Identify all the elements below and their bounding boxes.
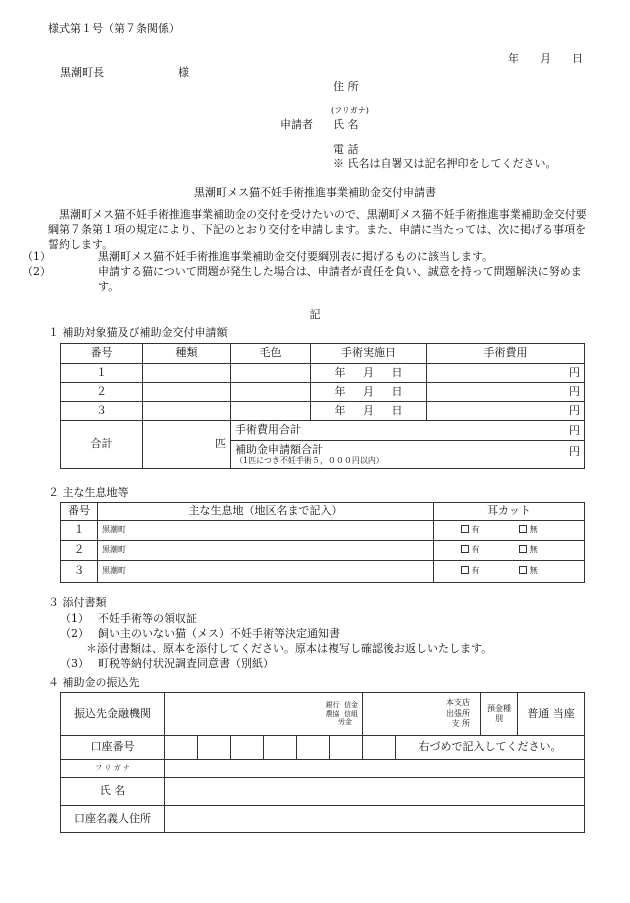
date-day-label: 日 bbox=[572, 52, 583, 65]
subsidy-total-cell[interactable] bbox=[231, 441, 585, 469]
furigana-field[interactable] bbox=[165, 760, 585, 778]
attachment-number: （2） bbox=[60, 626, 89, 640]
color-cell[interactable] bbox=[231, 364, 311, 383]
table-row bbox=[61, 521, 585, 541]
addressee-honorific: 様 bbox=[178, 66, 189, 79]
surgery-cost-cell[interactable] bbox=[427, 383, 585, 402]
document-title: 黒潮町メス猫不妊手術推進事業補助金交付申請書 bbox=[194, 186, 436, 199]
account-digit-cell[interactable] bbox=[330, 736, 363, 760]
habitat-town: 黒潮町 bbox=[102, 545, 126, 555]
attachment-number: （3） bbox=[60, 656, 89, 670]
account-digit-cell[interactable] bbox=[363, 736, 396, 760]
yen-label: 円 bbox=[569, 445, 580, 458]
date-year-label: 年 bbox=[508, 52, 519, 65]
signature-note: ※ 氏名は自署又は記名押印をしてください。 bbox=[333, 157, 557, 170]
subsidy-limit-note: （1匹につき不妊手術５，０００円以内） bbox=[235, 456, 384, 466]
table-row bbox=[61, 383, 585, 402]
ear-cut-yes-label: 有 bbox=[471, 566, 480, 576]
holder-name-label: 氏 名 bbox=[61, 778, 165, 806]
ear-cut-yes-label: 有 bbox=[471, 525, 480, 535]
color-cell[interactable] bbox=[231, 383, 311, 402]
header-ear-cut: 耳カット bbox=[434, 503, 585, 521]
account-digit-cell[interactable] bbox=[297, 736, 330, 760]
ear-cut-no-checkbox[interactable] bbox=[519, 566, 527, 574]
color-cell[interactable] bbox=[231, 402, 311, 421]
total-count-cell[interactable] bbox=[143, 421, 231, 469]
surgery-total-label: 手術費用合計 bbox=[235, 423, 301, 437]
holder-address-field[interactable] bbox=[165, 806, 585, 833]
pledge-text: 申請する猫について問題が発生した場合は、申請者が責任を負い、誠意を持って問題解決に努めます。 bbox=[98, 264, 582, 293]
year-label: 年 bbox=[334, 403, 346, 417]
total-row bbox=[61, 421, 585, 441]
bank-type-bank: 銀行 bbox=[325, 700, 340, 709]
total-label: 合計 bbox=[61, 421, 143, 469]
attachment-item bbox=[60, 627, 588, 642]
bank-transfer-table bbox=[60, 692, 585, 833]
surgery-date-cell[interactable] bbox=[311, 383, 427, 402]
habitat-town: 黒潮町 bbox=[102, 525, 126, 535]
yen-label: 円 bbox=[569, 424, 580, 437]
ear-cut-yes-checkbox[interactable] bbox=[461, 545, 469, 553]
header-number: 番号 bbox=[61, 344, 143, 364]
surgery-cost-cell[interactable] bbox=[427, 364, 585, 383]
row-number: ３ bbox=[61, 402, 143, 421]
header-surgery-date: 手術実施日 bbox=[311, 344, 427, 364]
furigana-label: フ リ ガ ナ bbox=[61, 760, 165, 778]
pledge-text: 黒潮町メス猫不妊手術推進事業補助金交付要綱別表に掲げるものに該当します。 bbox=[98, 250, 494, 263]
bank-type-rokin: 労金 bbox=[338, 718, 353, 727]
holder-name-row bbox=[61, 778, 585, 806]
yen-label: 円 bbox=[569, 365, 580, 379]
account-number-note: 右づめで記入してください。 bbox=[396, 736, 585, 760]
deposit-type-options[interactable]: 普通 当座 bbox=[518, 693, 585, 736]
attachment-text: 不妊手術等の領収証 bbox=[98, 612, 197, 625]
section2-heading: ２ 主な生息地等 bbox=[48, 486, 129, 499]
ear-cut-no-label: 無 bbox=[529, 545, 538, 555]
table-row bbox=[61, 364, 585, 383]
month-label: 月 bbox=[363, 365, 374, 379]
day-label: 日 bbox=[391, 365, 403, 379]
habitat-cell[interactable] bbox=[98, 541, 434, 561]
year-label: 年 bbox=[334, 384, 346, 398]
month-label: 月 bbox=[363, 403, 374, 417]
attachment-text: 町税等納付状況調査同意書（別紙） bbox=[98, 656, 274, 670]
phone-label: 電 話 bbox=[333, 143, 359, 156]
account-number-label: 口座番号 bbox=[61, 736, 165, 760]
row-number: １ bbox=[61, 364, 143, 383]
branch-name-cell[interactable] bbox=[363, 693, 481, 736]
header-surgery-cost: 手術費用 bbox=[427, 344, 585, 364]
table-header-row bbox=[61, 503, 585, 521]
pledge-number: （2） bbox=[22, 264, 51, 278]
ear-cut-no-label: 無 bbox=[529, 525, 538, 535]
header-color: 毛色 bbox=[231, 344, 311, 364]
surgery-total-cell[interactable] bbox=[231, 421, 585, 441]
row-number: ３ bbox=[61, 561, 98, 583]
account-digit-cell[interactable] bbox=[198, 736, 231, 760]
intro-paragraph: 黒潮町メス猫不妊手術推進事業補助金の交付を受けたいので、黒潮町メス猫不妊手術推進事業補助金交付要綱第７条第１項の規定により、下記のとおり交付を申請します。また、申請に当たっては、次に掲げる事項を誓約します。 bbox=[48, 208, 587, 251]
yen-label: 円 bbox=[569, 384, 580, 398]
ear-cut-yes-checkbox[interactable] bbox=[461, 525, 469, 533]
holder-name-field[interactable] bbox=[165, 778, 585, 806]
bank-type-shinkumi: 信組 bbox=[344, 709, 359, 718]
applicant-label: 申請者 bbox=[280, 118, 313, 131]
surgery-date-cell[interactable] bbox=[311, 402, 427, 421]
day-label: 日 bbox=[391, 403, 403, 417]
bank-type-line bbox=[169, 710, 358, 719]
attachment-item bbox=[60, 657, 588, 672]
pledge-item bbox=[22, 264, 588, 295]
habitat-cell[interactable] bbox=[98, 561, 434, 583]
ki-label: 記 bbox=[309, 308, 321, 321]
date-line bbox=[508, 52, 583, 67]
address-label: 住 所 bbox=[333, 80, 359, 93]
ear-cut-no-label: 無 bbox=[529, 566, 538, 576]
holder-address-label: 口座名義人住所 bbox=[61, 806, 165, 833]
attachment-number: （1） bbox=[60, 612, 89, 625]
ear-cut-cell bbox=[434, 561, 585, 583]
account-digit-cell[interactable] bbox=[264, 736, 297, 760]
furigana-label: (フリガナ) bbox=[331, 106, 369, 115]
attachment-note bbox=[60, 642, 588, 657]
date-month-label: 月 bbox=[540, 52, 551, 65]
attachment-list bbox=[60, 612, 588, 671]
row-number: ２ bbox=[61, 541, 98, 561]
habitat-town: 黒潮町 bbox=[102, 566, 126, 576]
breed-cell[interactable] bbox=[143, 364, 231, 383]
attachment-item bbox=[60, 612, 588, 627]
bank-type-nokyo: 農協 bbox=[325, 709, 340, 718]
habitat-table bbox=[60, 502, 585, 583]
ear-cut-yes-label: 有 bbox=[471, 545, 480, 555]
yen-label: 円 bbox=[569, 403, 580, 417]
ear-cut-no-checkbox[interactable] bbox=[519, 525, 527, 533]
deposit-type-label: 預金種別 bbox=[481, 693, 518, 736]
surgery-date-cell[interactable] bbox=[311, 364, 427, 383]
form-number: 様式第１号（第７条関係） bbox=[48, 22, 180, 35]
bank-type-line bbox=[169, 701, 358, 710]
bank-type-line bbox=[169, 718, 358, 727]
table-header-row bbox=[61, 344, 585, 364]
institution-label: 振込先金融機関 bbox=[61, 693, 165, 736]
header-number: 番号 bbox=[61, 503, 98, 521]
section3-heading: ３ 添付書類 bbox=[48, 596, 107, 609]
account-digit-cell[interactable] bbox=[165, 736, 198, 760]
month-label: 月 bbox=[363, 384, 374, 398]
institution-row bbox=[61, 693, 585, 736]
ear-cut-no-checkbox[interactable] bbox=[519, 545, 527, 553]
header-breed: 種類 bbox=[143, 344, 231, 364]
account-number-row bbox=[61, 736, 585, 760]
habitat-cell[interactable] bbox=[98, 521, 434, 541]
attachment-note-text: ＊添付書類は、原本を添付してください。原本は複写し確認後お返しいたします。 bbox=[86, 641, 493, 655]
furigana-row bbox=[61, 760, 585, 778]
header-habitat: 主な生息地（地区名まで記入） bbox=[98, 503, 434, 521]
holder-address-row bbox=[61, 806, 585, 833]
row-number: １ bbox=[61, 521, 98, 541]
branch-type-main: 本支店 bbox=[446, 698, 471, 708]
branch-type-sub: 支 所 bbox=[451, 719, 471, 729]
section1-heading: １ 補助対象猫及び補助金交付申請額 bbox=[48, 326, 228, 339]
pledge-number: （1） bbox=[22, 250, 51, 263]
row-number: ２ bbox=[61, 383, 143, 402]
pledge-item bbox=[22, 250, 588, 265]
pledge-list bbox=[22, 250, 588, 295]
addressee-name: 黒潮町長 bbox=[60, 66, 104, 79]
table-row bbox=[61, 402, 585, 421]
ear-cut-cell bbox=[434, 541, 585, 561]
bank-type-shinkin: 信金 bbox=[344, 700, 359, 709]
section4-heading: ４ 補助金の振込先 bbox=[48, 676, 140, 689]
table-row bbox=[61, 541, 585, 561]
surgery-cost-cell[interactable] bbox=[427, 402, 585, 421]
table-row bbox=[61, 561, 585, 583]
breed-cell[interactable] bbox=[143, 383, 231, 402]
breed-cell[interactable] bbox=[143, 402, 231, 421]
ear-cut-cell bbox=[434, 521, 585, 541]
subsidy-target-table bbox=[60, 343, 585, 469]
ear-cut-yes-checkbox[interactable] bbox=[461, 566, 469, 574]
subsidy-total-label: 補助金申請額合計 bbox=[235, 443, 323, 457]
attachment-text: 飼い主のいない猫（メス）不妊手術等決定通知書 bbox=[98, 626, 340, 640]
bank-name-cell[interactable] bbox=[165, 693, 363, 736]
branch-type-office: 出張所 bbox=[446, 708, 471, 718]
name-label: 氏 名 bbox=[333, 118, 359, 131]
account-digit-cell[interactable] bbox=[231, 736, 264, 760]
count-unit: 匹 bbox=[215, 437, 226, 451]
year-label: 年 bbox=[334, 365, 346, 379]
day-label: 日 bbox=[391, 384, 403, 398]
